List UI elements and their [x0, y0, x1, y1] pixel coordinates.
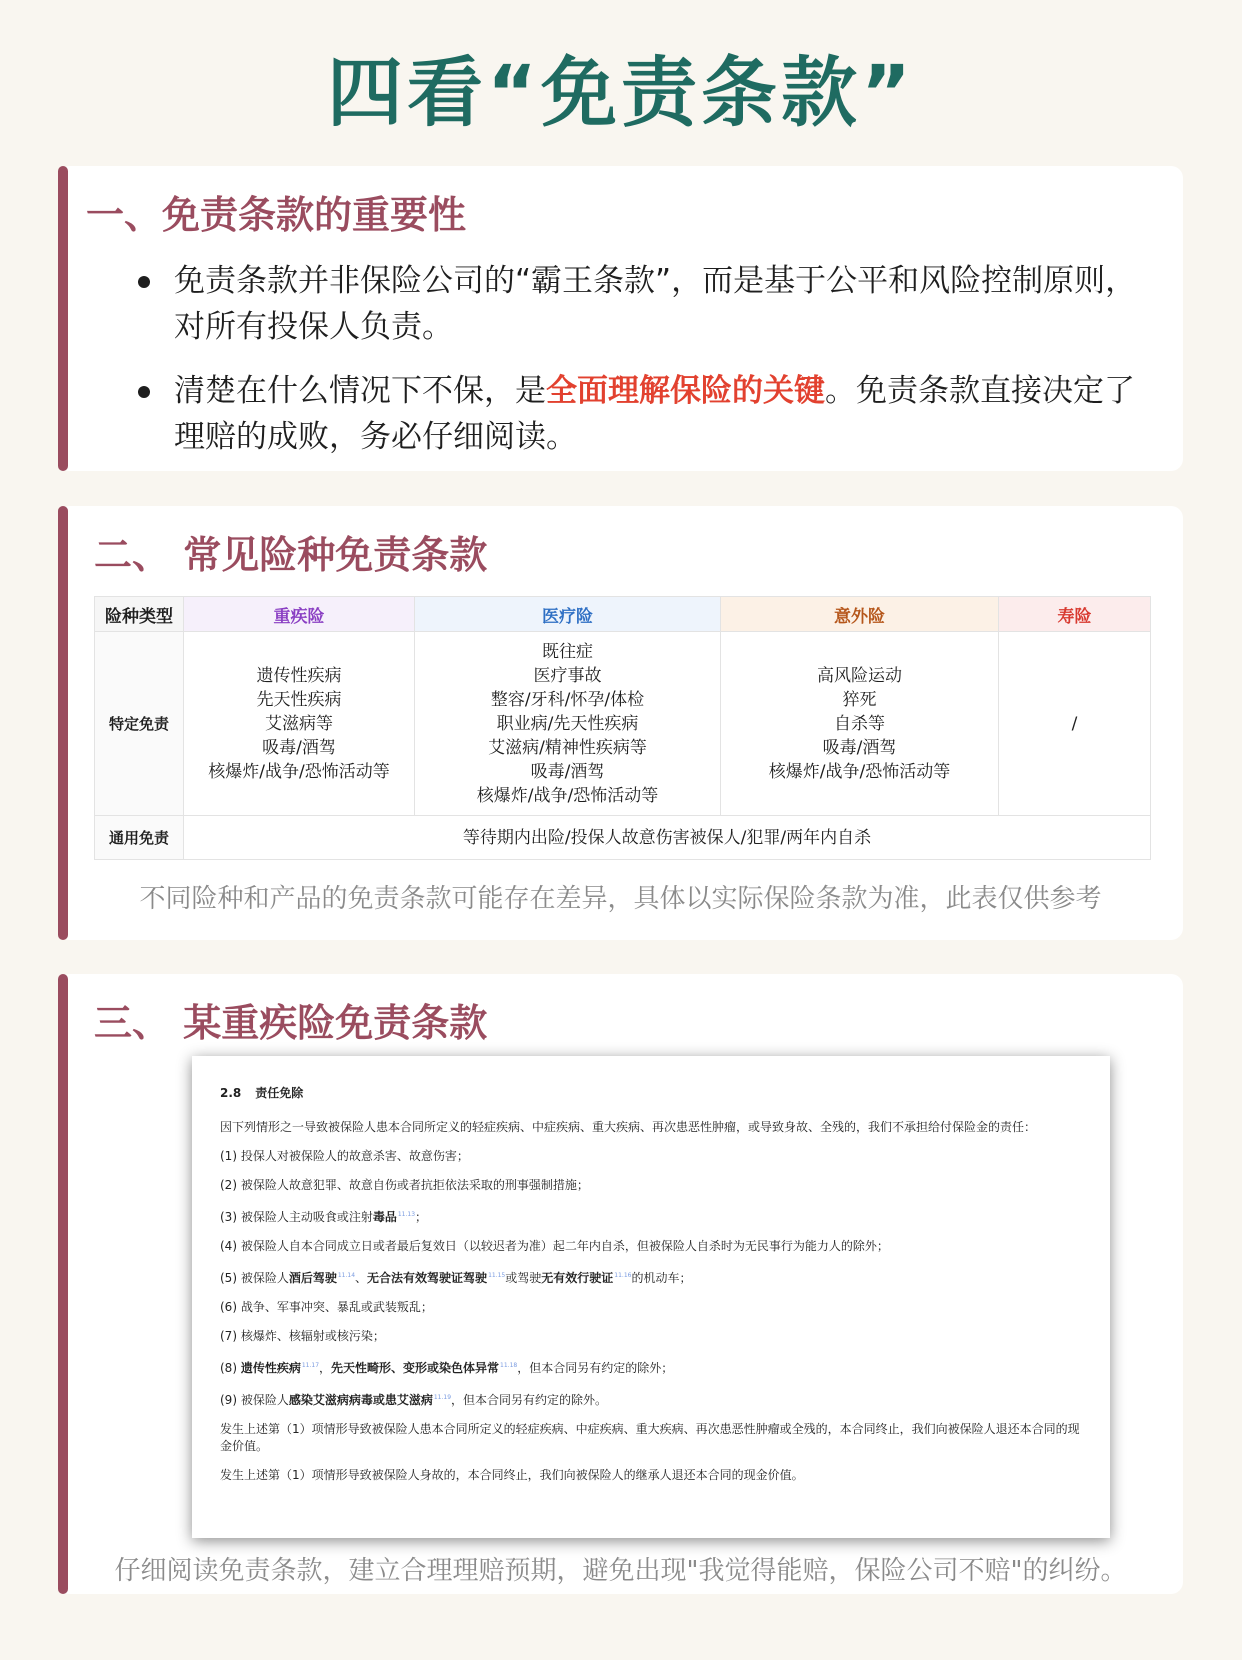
doc-section-number: 2.8 [220, 1086, 242, 1100]
header-accident: 意外险 [721, 597, 999, 632]
doc-term: 无合法有效驾驶证驾驶 [367, 1271, 488, 1285]
bullet-highlight: 全面理解保险的关键 [546, 373, 825, 409]
doc-term: 酒后驾驶 [288, 1271, 337, 1285]
policy-document-image [192, 1056, 1110, 1538]
doc-text: (5) 被保险人 [220, 1271, 289, 1285]
doc-term: 感染艾滋病病毒或患艾滋病 [288, 1393, 433, 1407]
cell-line: 吸毒/酒驾 [822, 737, 897, 758]
table-header-row [95, 597, 1151, 632]
doc-paragraph: 发生上述第（1）项情形导致被保险人身故的，本合同终止，我们向被保险人的继承人退还本合同的现金价值。 [220, 1468, 804, 1482]
bullet-text: 免责条款并非保险公司的“霸王条款”，而是基于公平和风险控制原则，对所有投保人负责。 [174, 263, 1137, 345]
doc-footnote-ref: 11.13 [397, 1211, 416, 1218]
bullet-dot-icon [138, 276, 150, 288]
cell-line: 吸毒/酒驾 [530, 761, 605, 782]
doc-text: ，但本合同另有约定的除外。 [451, 1393, 608, 1407]
doc-term: 无有效行驶证 [541, 1271, 614, 1285]
doc-item [220, 1267, 1084, 1287]
cell-accident [721, 632, 999, 816]
header-medical: 医疗险 [415, 597, 721, 632]
bullet-item [138, 368, 1148, 460]
doc-footnote-ref: 11.16 [614, 1272, 632, 1279]
doc-footnote-ref: 11.19 [433, 1394, 452, 1401]
doc-intro: 因下列情形之一导致被保险人患本合同所定义的轻症疾病、中症疾病、重大疾病、再次患恶性肿瘤，或导致身故、全残的，我们不承担给付保险金的责任： [220, 1120, 1037, 1134]
cell-life: / [999, 632, 1151, 816]
doc-item: (2) 被保险人故意犯罪、故意自伤或者抗拒依法采取的刑事强制措施； [220, 1178, 589, 1192]
row-label-specific: 特定免责 [95, 632, 184, 816]
exclusions-table [94, 596, 1151, 860]
doc-section-title: 责任免除 [255, 1086, 304, 1100]
cell-line: 核爆炸/战争/恐怖活动等 [208, 761, 390, 782]
cell-line: 医疗事故 [533, 665, 602, 686]
bullet-item [138, 258, 1148, 350]
doc-footnote-ref: 11.18 [500, 1362, 518, 1369]
cell-line: 高风险运动 [817, 665, 902, 686]
doc-term: 遗传性疾病 [240, 1361, 301, 1375]
doc-text: 、 [355, 1271, 368, 1285]
doc-text: (8) [220, 1361, 241, 1375]
table-row-specific [95, 632, 1151, 816]
section-heading: 二、 常见险种免责条款 [94, 533, 488, 577]
cell-line: 遗传性疾病 [256, 665, 342, 686]
table-row-general [95, 816, 1151, 860]
closing-note: 仔细阅读免责条款，建立合理理赔预期，避免出现"我觉得能赔，保险公司不赔"的纠纷。 [114, 1556, 1127, 1586]
header-critical-illness: 重疾险 [184, 597, 415, 632]
doc-text: 或驾驶 [505, 1271, 542, 1285]
doc-item [220, 1206, 1084, 1226]
doc-item [220, 1389, 1084, 1409]
section-heading: 一、免责条款的重要性 [86, 193, 467, 237]
doc-text: ， [319, 1361, 332, 1375]
bullet-text-before: 清楚在什么情况下不保，是 [174, 373, 546, 409]
cell-line: 吸毒/酒驾 [262, 737, 336, 758]
bullet-text-after: 。免责条款直接决定了理赔的成败，务必仔细阅读。 [174, 373, 1135, 455]
doc-term: 毒品 [372, 1210, 397, 1224]
doc-text: ； [415, 1210, 428, 1224]
cell-line: 艾滋病/精神性疾病等 [488, 737, 647, 758]
doc-term: 先天性畸形、变形或染色体异常 [331, 1361, 500, 1375]
bullet-dot-icon [138, 386, 150, 398]
header-type: 险种类型 [95, 597, 184, 632]
doc-paragraph: 发生上述第（1）项情形导致被保险人患本合同所定义的轻症疾病、中症疾病、重大疾病、再次患恶性肿瘤或全残的，本合同终止，我们向被保险人退还本合同的现金价值。 [220, 1422, 1080, 1453]
cell-critical-illness [184, 632, 415, 816]
row-label-general: 通用免责 [95, 816, 184, 860]
cell-line: 既往症 [542, 641, 593, 662]
cell-line: 整容/牙科/怀孕/体检 [490, 689, 645, 710]
doc-footnote-ref: 11.14 [337, 1272, 356, 1279]
cell-line: 猝死 [842, 689, 877, 710]
doc-text: (3) 被保险人主动吸食或注射 [220, 1210, 373, 1224]
doc-footnote-ref: 11.15 [488, 1272, 506, 1279]
doc-item: (4) 被保险人自本合同成立日或者最后复效日（以较迟者为准）起二年内自杀，但被保险人自杀时为无民事行为能力人的除外； [220, 1239, 889, 1253]
doc-heading [220, 1084, 1084, 1101]
cell-line: 核爆炸/战争/恐怖活动等 [476, 785, 659, 806]
doc-text: (9) 被保险人 [220, 1393, 289, 1407]
cell-line: 先天性疾病 [256, 689, 342, 710]
section-heading: 三、 某重疾险免责条款 [94, 1001, 488, 1045]
cell-line: 核爆炸/战争/恐怖活动等 [768, 761, 951, 782]
cell-line: 自杀等 [834, 713, 885, 734]
doc-text: 的机动车； [631, 1271, 692, 1285]
page-title: 四看“免责条款” [327, 48, 915, 137]
cell-line: 职业病/先天性疾病 [496, 713, 639, 734]
cell-line: 艾滋病等 [265, 713, 333, 734]
header-life: 寿险 [999, 597, 1151, 632]
doc-item: (7) 核爆炸、核辐射或核污染； [220, 1329, 385, 1343]
section-common-exclusions-card [58, 506, 1183, 940]
cell-medical [415, 632, 721, 816]
doc-item: (6) 战争、军事冲突、暴乱或武装叛乱； [220, 1300, 433, 1314]
doc-footnote-ref: 11.17 [301, 1362, 320, 1369]
doc-item [220, 1357, 1084, 1377]
doc-text: ，但本合同另有约定的除外； [517, 1361, 674, 1375]
section-example-card [58, 974, 1183, 1594]
cell-general: 等待期内出险/投保人故意伤害被保人/犯罪/两年内自杀 [184, 816, 1151, 860]
bullet-list [138, 258, 1148, 478]
doc-item: (1) 投保人对被保险人的故意杀害、故意伤害； [220, 1149, 469, 1163]
section-importance-card [58, 166, 1183, 471]
table-note: 不同险种和产品的免责条款可能存在差异，具体以实际保险条款为准，此表仅供参考 [139, 884, 1102, 914]
